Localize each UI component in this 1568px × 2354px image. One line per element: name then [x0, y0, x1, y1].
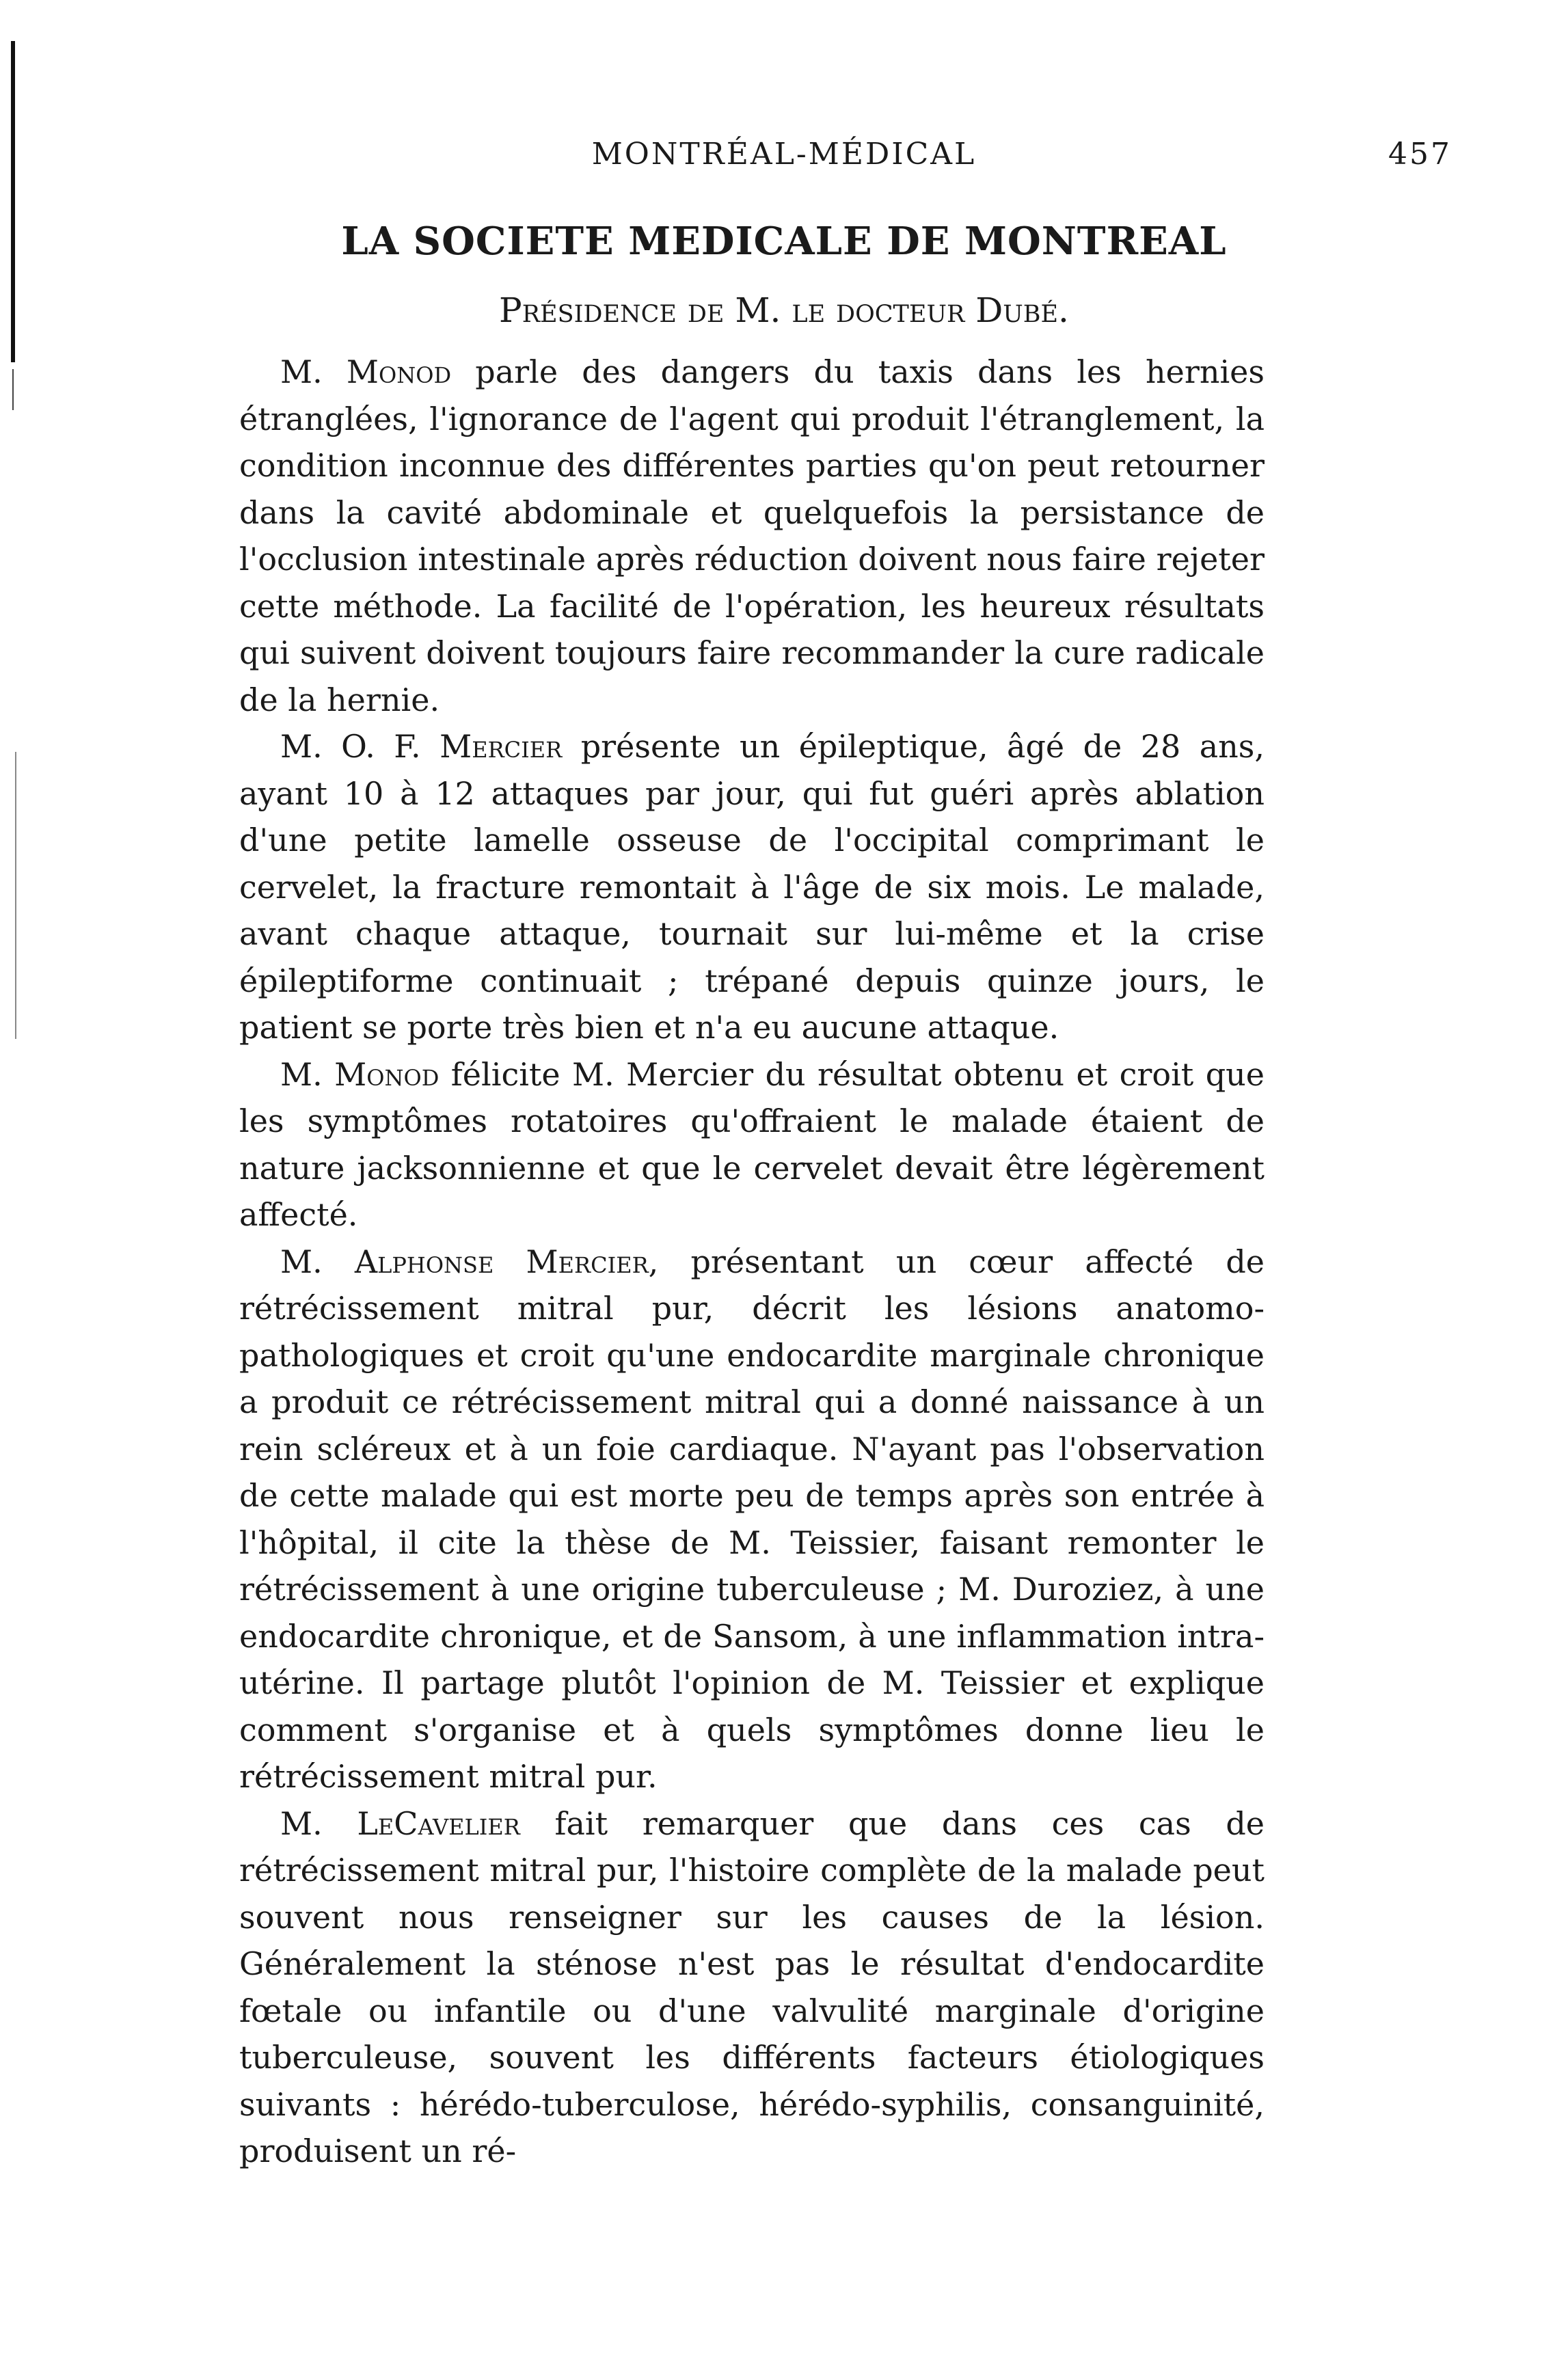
speaker-name: M. LeCavelier — [280, 1804, 520, 1842]
speaker-name: M. Alphonse Mercier — [280, 1243, 649, 1280]
article-body — [239, 349, 1265, 2175]
binding-edge-faint-line — [15, 752, 16, 1039]
page-number: 457 — [1388, 137, 1452, 172]
speaker-name: M. O. F. Mercier — [280, 728, 563, 765]
paragraph — [239, 1051, 1265, 1239]
binding-edge-line — [11, 41, 15, 362]
paragraph — [239, 1800, 1265, 2175]
speaker-name: M. Monod — [280, 1055, 440, 1093]
paragraph — [239, 349, 1265, 723]
paragraph — [239, 1239, 1265, 1800]
paragraph-text: félicite M. Mercier du résultat obtenu et croit que les symptômes rotatoires qu'offraient le malade étaient de nature jacksonnienne et que le cervelet devait être légèrement affecté. — [239, 1055, 1265, 1233]
page-edge-scan-artifact — [0, 0, 27, 2354]
binding-edge-mark — [12, 369, 14, 410]
paragraph-text: parle des dangers du taxis dans les hernies étranglées, l'ignorance de l'agent qui produit l'étranglement, la condition inconnue des différentes parties qu'on peut retourner dans la cavité abdominale et quelquefois la persistance de l'occlusion intestinale après réduction doivent nous faire rejeter cette méthode. La facilité de l'opération, les heureux résultats qui suivent doivent toujours faire recommander la cure radicale de la hernie. — [239, 353, 1265, 718]
paragraph-text: fait remarquer que dans ces cas de rétrécissement mitral pur, l'histoire complète de la malade peut souvent nous renseigner sur les causes de la lésion. Généralement la sténose n'est pas le résultat d'endocardite fœtale ou infantile ou d'une valvulité marginale d'origine tuberculeuse, souvent les différents facteurs étiologiques suivants : hérédo-tuberculose, hérédo-syphilis, consanguinité, produisent un ré- — [239, 1804, 1265, 2169]
paragraph — [239, 723, 1265, 1051]
article-title: LA SOCIETE MEDICALE DE MONTREAL — [341, 219, 1227, 264]
speaker-name: M. Monod — [280, 353, 452, 390]
running-head — [239, 137, 1452, 178]
paragraph-text: , présentant un cœur affecté de rétrécissement mitral pur, décrit les lésions anatomo-pathologiques et croit qu'une endocardite marginale chronique a produit ce rétrécissement mitral qui a donné naissance à un rein scléreux et à un foie cardiaque. N'ayant pas l'observation de cette malade qui est morte peu de temps après son entrée à l'hôpital, il cite la thèse de M. Teissier, faisant remonter le rétrécissement à une origine tuberculeuse ; M. Duroziez, à une endocardite chronique, et de Sansom, à une inflammation intra-utérine. Il partage plutôt l'opinion de M. Teissier et explique comment s'organise et à quels symptômes donne lieu le rétrécissement mitral pur. — [239, 1243, 1265, 1795]
paragraph-text: présente un épileptique, âgé de 28 ans, ayant 10 à 12 attaques par jour, qui fut guéri après ablation d'une petite lamelle osseuse de l'occipital comprimant le cervelet, la fracture remontait à l'âge de six mois. Le malade, avant chaque attaque, tournait sur lui-même et la crise épileptiforme continuait ; trépané depuis quinze jours, le patient se porte très bien et n'a eu aucune attaque. — [239, 728, 1265, 1046]
running-title: MONTRÉAL-MÉDICAL — [591, 137, 977, 172]
presidency-line: Présidence de M. le docteur Dubé. — [499, 290, 1069, 330]
